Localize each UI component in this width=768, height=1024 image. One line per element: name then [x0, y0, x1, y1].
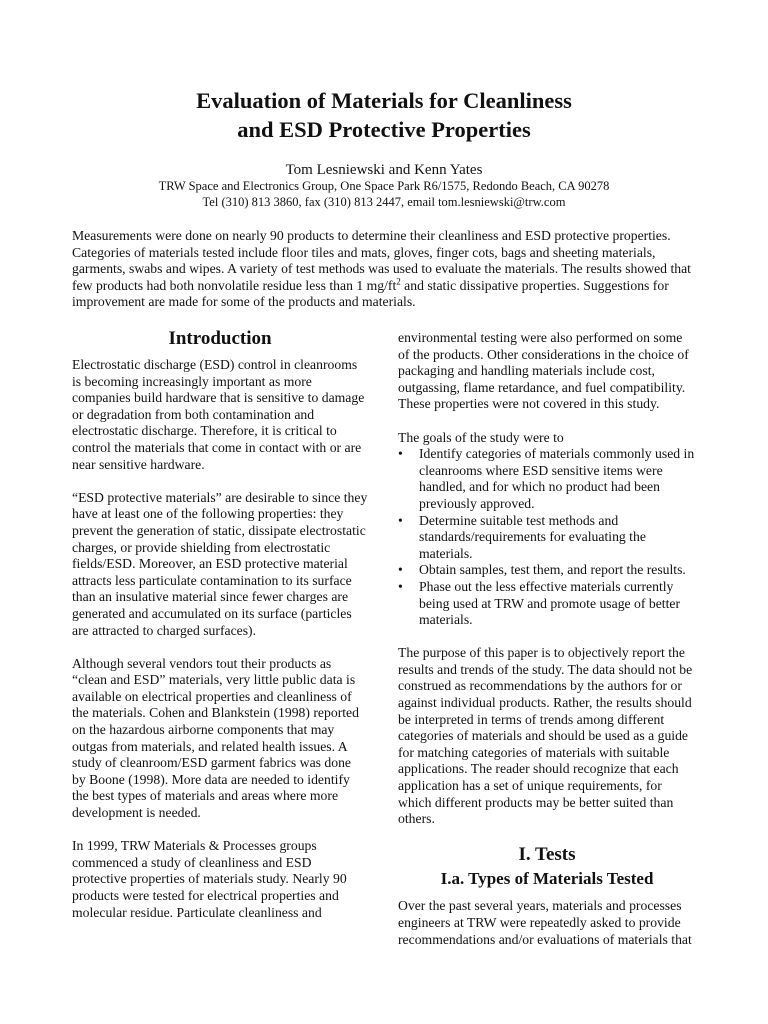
goal-item — [398, 579, 696, 629]
bullet-icon: • — [398, 578, 403, 594]
intro-paragraph-2: “ESD protective materials” are desirable to since they have at least one of the following properties: they prevent the generation of static, dissipate electrostatic charges, or provide shielding from electrostatic fields/ESD. Moreover, an ESD protective material attracts less particulate contamination to its surface than an insulative material since fewer charges are generated and accumulated on its surface (particles are attracted to charged surfaces). — [72, 489, 368, 638]
environmental-paragraph: environmental testing were also performed on some of the products. Other considerations in the choice of packaging and handling materials include cost, outgassing, flame retardance, and fuel compatibility. These properties were not covered in this study. — [398, 330, 689, 412]
purpose-paragraph: The purpose of this paper is to objectively report the results and trends of the study. The data should not be construed as recommendations by the authors for or against individual products. Rather, the results should be interpreted in terms of trends among different categories of materials and should be used as a guide for matching categories of materials with suitable applications. The reader should recognize that each application has a set of unique requirements, for which different products may be better suited than others. — [398, 645, 693, 827]
goal-text: Determine suitable test methods and standards/requirements for evaluating the materials. — [419, 512, 646, 561]
right-column — [398, 330, 696, 965]
tests-paragraph: Over the past several years, materials and processes engineers at TRW were repeatedly asked to provide recommendations and/or evaluations of materials that — [398, 898, 692, 947]
tests-section-heading: I. Tests — [518, 844, 576, 866]
abstract-text-start: Measurements were done on nearly 90 products to determine their cleanliness and ESD protective properties. Categories of materials tested include floor tiles and mats, gloves, finger cots, bags and sheeting materials, garments, swabs and wipes. A variety of test methods was used to evaluate the materials. The results showed that few products had both nonvolatile residue less than 1 mg/ft — [72, 228, 691, 293]
intro-paragraph-3: Although several vendors tout their products as “clean and ESD” materials, very little public data is available on electrical properties and cleanliness of the materials. Cohen and Blankstein (1998) reported on the hazardous airborne components that may outgas from materials, and related health issues. A study of cleanroom/ESD garment fabrics was done by Boone (1998). More data are needed to identify the best types of materials and areas where more development is needed. — [72, 655, 359, 821]
abstract-superscript: 2 — [396, 276, 401, 287]
goals-list — [398, 446, 696, 629]
introduction-heading: Introduction — [168, 328, 272, 349]
bullet-icon: • — [398, 562, 403, 578]
title-line-2: and ESD Protective Properties — [237, 117, 531, 142]
author-names: Tom Lesniewski and Kenn Yates — [285, 162, 483, 178]
affiliation-contact: Tel (310) 813 3860, fax (310) 813 2447, email tom.lesniewski@trw.com — [202, 194, 566, 209]
goal-item — [398, 562, 696, 579]
goal-text: Obtain samples, test them, and report the results. — [419, 562, 686, 578]
goal-text: Identify categories of materials commonly used in cleanrooms where ESD sensitive items were handled, and for which no product had been previously approved. — [419, 446, 695, 511]
paper-title — [0, 86, 768, 144]
types-subsection-heading: I.a. Types of Materials Tested — [440, 869, 654, 889]
bullet-icon: • — [398, 512, 403, 528]
goal-item — [398, 446, 696, 512]
intro-paragraph-1: Electrostatic discharge (ESD) control in cleanrooms is becoming increasingly important as more companies build hardware that is sensitive to damage or degradation from both contamination and electrostatic discharge. Therefore, it is critical to control the materials that come in contact with or are near sensitive hardware. — [72, 357, 365, 472]
goal-item — [398, 513, 696, 563]
bullet-icon: • — [398, 446, 403, 462]
goals-intro: The goals of the study were to — [398, 429, 564, 445]
goal-text: Phase out the less effective materials currently being used at TRW and promote usage of better materials. — [419, 578, 681, 628]
abstract-text-end: and static dissipative properties. Suggestions for improvement are made for some of the products and materials. — [72, 277, 669, 310]
affiliation-address: TRW Space and Electronics Group, One Space Park R6/1575, Redondo Beach, CA 90278 — [158, 179, 610, 193]
abstract — [72, 228, 692, 311]
author-affiliation — [0, 179, 768, 210]
intro-paragraph-4: In 1999, TRW Materials & Processes groups commenced a study of cleanliness and ESD protective properties of materials study. Nearly 90 products were tested for electrical properties and molecular residue. Particulate cleanliness and — [72, 838, 347, 920]
left-column — [72, 330, 368, 938]
title-line-1: Evaluation of Materials for Cleanliness — [196, 88, 572, 113]
